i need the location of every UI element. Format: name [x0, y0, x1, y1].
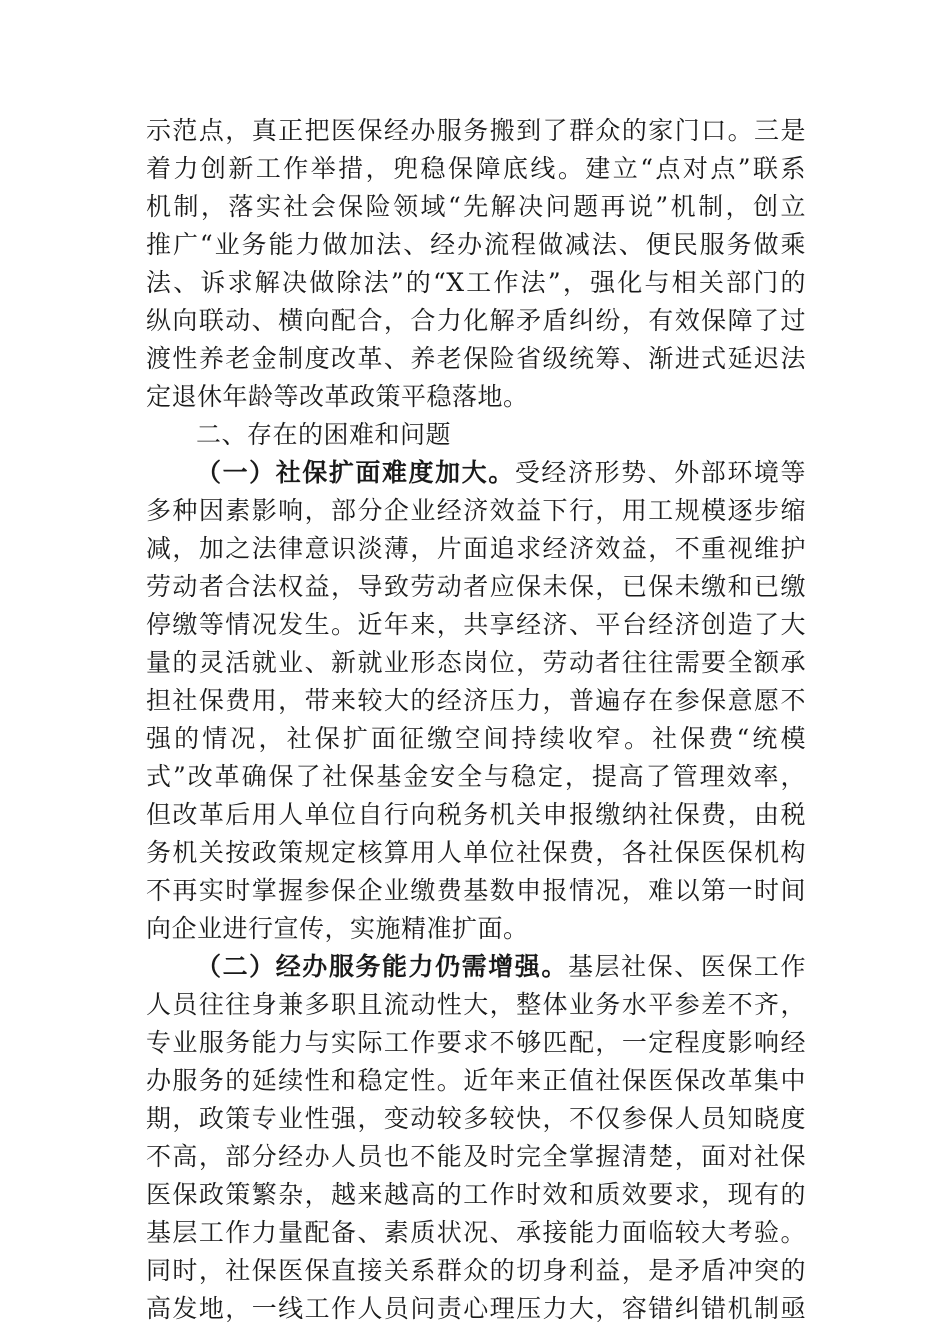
text-line: 担社保费用，带来较大的经济压力，普遍存在参保意愿不 — [146, 686, 806, 715]
text-line: 机制，落实社会保险领域“先解决问题再说”机制，创立 — [146, 192, 806, 221]
text-line: 期，政策专业性强，变动较多较快，不仅参保人员知晓度 — [146, 1104, 806, 1133]
text-line: 劳动者合法权益，导致劳动者应保未保，已保未缴和已缴 — [146, 572, 806, 601]
text-line: 基层工作力量配备、素质状况、承接能力面临较大考验。 — [146, 1218, 806, 1247]
paragraph-item-1 — [146, 454, 806, 948]
item-lead: （二）经办服务能力仍需增强。 — [196, 952, 568, 981]
text-line: 渡性养老金制度改革、养老保险省级统筹、渐进式延迟法 — [146, 344, 806, 373]
text-line: 专业服务能力与实际工作要求不够匹配，一定程度影响经 — [146, 1028, 806, 1057]
text-line: 式”改革确保了社保基金安全与稳定，提高了管理效率， — [146, 762, 806, 791]
body-text — [146, 112, 806, 1328]
text-line: 务机关按政策规定核算用人单位社保费，各社保医保机构 — [146, 838, 806, 867]
text-line: 办服务的延续性和稳定性。近年来正值社保医保改革集中 — [146, 1066, 806, 1095]
text-line: 不再实时掌握参保企业缴费基数申报情况，难以第一时间 — [146, 876, 806, 905]
text-line: 人员往往身兼多职且流动性大，整体业务水平参差不齐， — [146, 990, 806, 1019]
text-line: 强的情况，社保扩面征缴空间持续收窄。社保费“统模 — [146, 724, 806, 753]
text-line: 医保政策繁杂，越来越高的工作时效和质效要求，现有的 — [146, 1180, 806, 1209]
text-line: 推广“业务能力做加法、经办流程做减法、便民服务做乘 — [146, 230, 806, 259]
text-line: 高发地，一线工作人员问责心理压力大，容错纠错机制亟 — [146, 1294, 806, 1323]
section-heading: 二、存在的困难和问题 — [196, 420, 452, 449]
text-line: 多种因素影响，部分企业经济效益下行，用工规模逐步缩 — [146, 496, 806, 525]
item-lead-rest: 受经济形势、外部环境等 — [514, 458, 806, 487]
text-line: 定退休年龄等改革政策平稳落地。 — [146, 382, 529, 411]
text-line: 不高，部分经办人员也不能及时完全掌握清楚，面对社保 — [146, 1142, 806, 1171]
text-line: 法、诉求解决做除法”的“X工作法”，强化与相关部门的 — [146, 268, 806, 297]
item-first-line — [146, 948, 806, 986]
item-first-line — [146, 454, 806, 492]
text-line: 停缴等情况发生。近年来，共享经济、平台经济创造了大 — [146, 610, 806, 639]
paragraph-item-2 — [146, 948, 806, 1328]
item-lead-rest: 基层社保、医保工作 — [567, 952, 806, 981]
text-line: 量的灵活就业、新就业形态岗位，劳动者往往需要全额承 — [146, 648, 806, 677]
text-line: 同时，社保医保直接关系群众的切身利益，是矛盾冲突的 — [146, 1256, 806, 1285]
text-line: 示范点，真正把医保经办服务搬到了群众的家门口。三是 — [146, 116, 806, 145]
item-lead: （一）社保扩面难度加大。 — [196, 458, 515, 487]
text-line: 但改革后用人单位自行向税务机关申报缴纳社保费，由税 — [146, 800, 806, 829]
text-line: 向企业进行宣传，实施精准扩面。 — [146, 914, 529, 943]
text-line: 着力创新工作举措，兜稳保障底线。建立“点对点”联系 — [146, 154, 806, 183]
paragraph-achievements — [146, 112, 806, 416]
text-line: 减，加之法律意识淡薄，片面追求经济效益，不重视维护 — [146, 534, 806, 563]
text-line: 纵向联动、横向配合，合力化解矛盾纠纷，有效保障了过 — [146, 306, 806, 335]
